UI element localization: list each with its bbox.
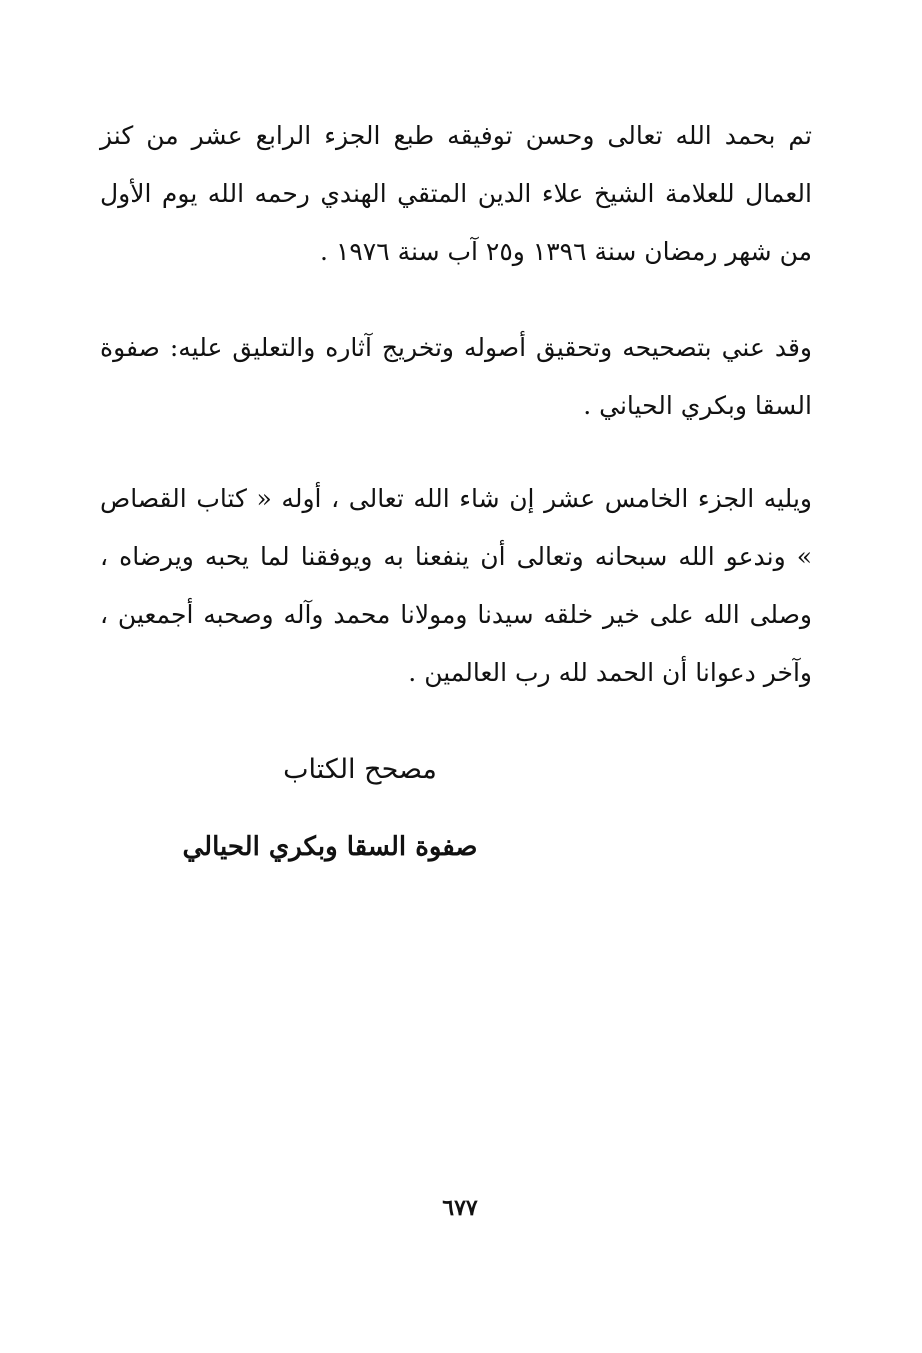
signature-names: صفوة السقا وبكري الحيالي (182, 832, 478, 862)
next-volume-paragraph: ويليه الجزء الخامس عشر إن شاء الله تعالى ، أوله « كتاب القصاص » وندعو الله سبحانه وتعالى أن ينفعنا به ويوفقنا لما يحبه ويرضاه ، وصلى الله على خير خلقه سيدنا ومولانا محمد وآله وصحبه أجمعين ، وآخر دعوانا أن الحمد لله رب العالمين . (100, 484, 812, 687)
editors-paragraph: وقد عني بتصحيحه وتحقيق أصوله وتخريج آثاره والتعليق عليه: صفوة السقا وبكري الحياني . (100, 333, 812, 420)
signature-title: مصحح الكتاب (283, 754, 437, 785)
page-number: ٦٧٧ (442, 1195, 478, 1221)
colophon-paragraph: تم بحمد الله تعالى وحسن توفيقه طبع الجزء الرابع عشر من كنز العمال للعلامة الشيخ علاء الدين المتقي الهندي رحمه الله يوم الأول من شهر رمضان سنة ١٣٩٦ و٢٥ آب سنة ١٩٧٦ . (100, 121, 812, 266)
